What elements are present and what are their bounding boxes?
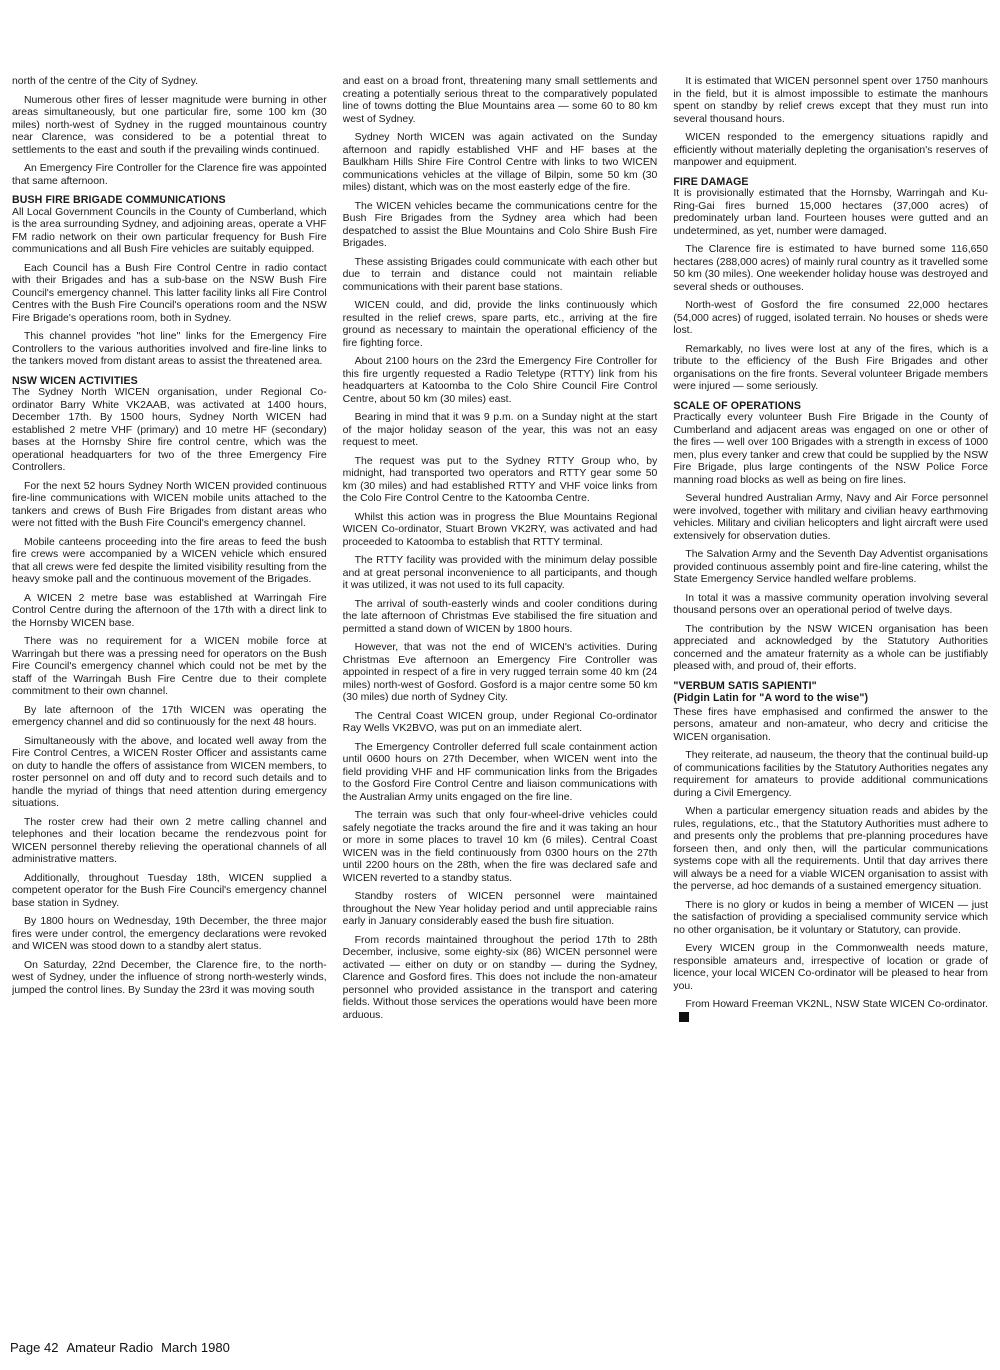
end-of-article-mark [679,1012,689,1022]
paragraph: These assisting Brigades could communicate with each other but due to terrain and distance could not maintain reliable communications with their parent base stations. [342,256,658,293]
paragraph: The arrival of south-easterly winds and cooler conditions during the late afternoon of Christmas Eve stabilised the fire situation and permitted a stand down of WICEN by 1800 hours. [342,598,658,635]
paragraph: and east on a broad front, threatening many small settlements and creating a potentially serious threat to the comparatively populated line of towns dotting the Blue Mountains area — some 60 to 80 km west of Sydney. [342,76,658,125]
paragraph: North-west of Gosford the fire consumed 22,000 hectares (54,000 acres) of rugged, isolated terrain. No houses or sheds were lost. [673,300,989,336]
section-heading: BUSH FIRE BRIGADE COMMUNICATIONS [12,194,226,206]
paragraph: A WICEN 2 metre base was established at Warringah Fire Control Centre during the afternoon of the 17th with a direct link to the Hornsby WICEN base. [12,592,327,629]
paragraph: All Local Government Councils in the County of Cumberland, which is the area surrounding Sydney, and adjoining areas, operate a VHF FM radio network on their own particular frequency for Bush Fire communications and all Bush Fire vehicles are suitably equipped. [12,206,327,255]
paragraph: Numerous other fires of lesser magnitude were burning in other areas simultaneously, but one particular fire, some 100 km (30 miles) north-west of Sydney in the rugged mountainous country near Clarence, was considered to be a potential threat to settlements to the east and south if the prevailing winds continued. [12,94,327,156]
paragraph: Every WICEN group in the Commonwealth needs mature, responsible amateurs and, irrespective of location or grade of licence, your local WICEN Co-ordinator will be pleased to hear from you. [673,943,989,992]
paragraph: There was no requirement for a WICEN mobile force at Warringah but there was a pressing need for operators on the Bush Fire Council's emergency channel which could not be met by the staff of the Warringah Bush Fire Centre due to their complete commitment to their own channel. [12,636,327,697]
section-heading: FIRE DAMAGE [673,175,749,188]
magazine-title: Amateur Radio [66,1340,154,1355]
issue-date: March 1980 [161,1340,230,1355]
paragraph: The WICEN vehicles became the communications centre for the Bush Fire Brigades from the Sydney area which had been despatched to assist the Blue Mountains and Colo Shire Bush Fire Brigades. [342,200,658,249]
paragraph: An Emergency Fire Controller for the Clarence fire was appointed that same afternoon. [12,163,327,187]
paragraph: Each Council has a Bush Fire Control Centre in radio contact with their Brigades and has a sub-base on the NSW Bush Fire Council's emergency channel. This latter facility links all Fire Control Centres with the Bush Fire Council's operations room and the NSW Fire Brigade's operations room, both in Sydney. [12,262,327,324]
paragraph: There is no glory or kudos in being a member of WICEN — just the satisfaction of providing a specialised community service which no other organisation, be it voluntary or Statutory, can provide. [673,899,989,936]
page-footer [10,1340,230,1355]
paragraph: The roster crew had their own 2 metre calling channel and telephones and their location became the rendezvous point for WICEN personnel thereby relieving the operational channels of all administrative matters. [12,816,327,865]
paragraph: However, that was not the end of WICEN's activities. During Christmas Eve afternoon an Emergency Fire Controller was appointed in respect of a fire in very rugged terrain some 40 km (24 miles) north-west of Gosford. Gosford is a major centre some 50 km (30 miles) due north of Sydney City. [342,642,658,703]
paragraph: Standby rosters of WICEN personnel were maintained throughout the New Year holiday period and until appreciable rains early in January considerably eased the bush fire situation. [342,891,658,927]
column-1 [12,76,327,1326]
section-heading: "VERBUM SATIS SAPIENTI" [673,679,817,692]
page-number: Page 42 [10,1340,59,1355]
column-2 [343,76,658,1326]
paragraph: In total it was a massive community operation involving several thousand persons over an operational period of twelve days. [673,592,989,616]
paragraph: On Saturday, 22nd December, the Clarence fire, to the north-west of Sydney, under the influence of strong north-westerly winds, jumped the control lines. By Sunday the 23rd it was moving south [12,959,327,996]
article-body [12,76,988,1326]
paragraph: From records maintained throughout the period 17th to 28th December, inclusive, some eighty-six (86) WICEN personnel were activated — either on duty or on standby — during the Sydney, Clarence and Gosford fires. This does not include the non-amateur personnel who provided assistance in the transport and catering fields. Without those services the operations would have been more arduous. [342,934,658,1021]
paragraph: The Salvation Army and the Seventh Day Adventist organisations provided continuous assembly point and fire-line catering, whilst the State Emergency Service handled welfare problems. [673,549,989,585]
paragraph: The Central Coast WICEN group, under Regional Co-ordinator Ray Wells VK2BVO, was put on an immediate alert. [342,710,658,734]
paragraph: WICEN responded to the emergency situations rapidly and efficiently without materially depleting the organisation's reserves of manpower and equipment. [673,132,989,168]
paragraph: The contribution by the NSW WICEN organisation has been appreciated and acknowledged by the Statutory Authorities concerned and the amateur fraternity as a whole can be justifiably pleased with, and proud of, their efforts. [673,623,989,672]
paragraph: The request was put to the Sydney RTTY Group who, by midnight, had transported two operators and RTTY gear some 50 km (30 miles) and had established RTTY and VHF voice links from the Colo Fire Control Centre to the Katoomba Centre. [342,455,658,504]
paragraph: The terrain was such that only four-wheel-drive vehicles could safely negotiate the tracks around the fire and it was taking an hour or more in some places to travel 10 km (6 miles). Central Coast WICEN was in the field continuously from 0300 hours on the 27th until 2200 hours on the 28th, when the fire was declared safe and WICEN reverted to a standby status. [342,810,658,884]
paragraph: These fires have emphasised and confirmed the answer to the persons, amateur and non-amateur, who decry and criticise the WICEN organisation. [673,706,989,743]
paragraph: Sydney North WICEN was again activated on the Sunday afternoon and rapidly established VHF and HF bases at the Baulkham Hills Shire Fire Control Centre with links to two WICEN communications vehicles at the village of Bilpin, some 50 km (30 miles) distant, which was on the most easterly edge of the fire. [342,132,658,193]
paragraph: Additionally, throughout Tuesday 18th, WICEN supplied a competent operator for the Bush Fire Council's emergency channel base station in Sydney. [12,872,327,909]
paragraph: For the next 52 hours Sydney North WICEN provided continuous fire-line communications with WICEN mobile units attached to the tankers and crews of Bush Fire Brigades from distant areas who were not fitted with the Bush Fire Council's emergency channel. [12,480,327,529]
section-heading: NSW WICEN ACTIVITIES [12,374,138,387]
paragraph: It is estimated that WICEN personnel spent over 1750 manhours in the field, but it is almost impossible to estimate the manhours spent on standby by relief crews except that they must run into several thousand hours. [673,76,989,125]
paragraph: By 1800 hours on Wednesday, 19th December, the three major fires were under control, the emergency declarations were revoked and WICEN was stood down to a standby alert status. [12,916,327,952]
paragraph: Several hundred Australian Army, Navy and Air Force personnel were involved, together with military and civilian heavy earthmoving vehicles. Military and civilian helicopters and light aircraft were used extensively for observation duties. [673,493,989,542]
paragraph: Remarkably, no lives were lost at any of the fires, which is a tribute to the efficiency of the Bush Fire Brigades and other organisations on the fire fronts. Several volunteer Brigade members were injured — some seriously. [673,343,989,392]
paragraph: Simultaneously with the above, and located well away from the Fire Control Centres, a WICEN Roster Officer and assistants came on duty to handle the offers of assistance from WICEN members, to roster personnel on and off duty and to record such details and to handle the myriad of things that need attention during emergency situations. [12,735,327,809]
paragraph: About 2100 hours on the 23rd the Emergency Fire Controller for this fire urgently requested a Radio Teletype (RTTY) link from his headquarters at Katoomba to the Colo Shire Council Fire Control Centre, about 50 km (30 miles) east. [342,356,658,405]
paragraph: The Emergency Controller deferred full scale containment action until 0600 hours on 27th December, when WICEN went into the field providing VHF and HF communication links from the Brigades to the Gosford Fire Control Centre and liaison communications with the Australian Army units engaged on the fire line. [342,741,658,803]
paragraph: Mobile canteens proceeding into the fire areas to feed the bush fire crews were accompanied by a WICEN vehicle which ensured that all crews were fed despite the limited visibility resulting from the heavy smoke pall and the continuous movement of the Brigades. [12,536,327,585]
signoff-text: From Howard Freeman VK2NL, NSW State WICEN Co-ordinator. [685,999,989,1010]
section-subheading: (Pidgin Latin for "A word to the wise") [673,692,869,704]
paragraph: The Sydney North WICEN organisation, under Regional Co-ordinator Barry White VK2AAB, was activated at 1400 hours, December 17th. By 1500 hours, Sydney North WICEN had established 2 metre VHF (primary) and 10 metre HF (secondary) bases at the Hornsby Shire fire control centre, which was the operational headquarters for two of the three Emergency Fire Controllers. [12,387,327,473]
paragraph: Whilst this action was in progress the Blue Mountains Regional WICEN Co-ordinator, Stuart Brown VK2RY, was activated and had proceeded to Katoomba to establish that RTTY terminal. [342,511,658,548]
paragraph: They reiterate, ad nauseum, the theory that the continual build-up of communications facilities by the Statutory Authorities negates any requirement for amateurs to provide additional communications during a Civil Emergency. [673,750,989,799]
signoff [673,999,988,1025]
paragraph: north of the centre of the City of Sydney. [12,76,199,87]
column-3 [673,76,988,1326]
paragraph: Practically every volunteer Bush Fire Brigade in the County of Cumberland and adjacent areas was engaged on one or other of the fires — well over 100 Brigades with a strength in excess of 1000 men, plus every tanker and crew that could be supplied by the NSW Fire Brigade, plus large contingents of the NSW Police Force manning road blocks as well as being on fire lines. [673,412,989,486]
paragraph: Bearing in mind that it was 9 p.m. on a Sunday night at the start of the major holiday season of the year, this was not an easy request to meet. [342,412,658,448]
section-heading: SCALE OF OPERATIONS [673,399,802,412]
paragraph: This channel provides "hot line" links for the Emergency Fire Controllers to the various authorities involved and fire-line links to the tankers moved from distant areas to assist the threatened area. [12,331,327,367]
paragraph: It is provisionally estimated that the Hornsby, Warringah and Ku-Ring-Gai fires burned 15,000 hectares (37,000 acres) of predominately urban land. Fourteen houses were gutted and an undetermined, as yet, number were damaged. [673,188,989,237]
paragraph: WICEN could, and did, provide the links continuously which resulted in the relief crews, spare parts, etc., arriving at the fire ground as necessary to maintain the operational efficiency of the fire fighting force. [342,300,658,349]
paragraph: When a particular emergency situation reads and abides by the rules, regulations, etc., that the Statutory Authorities must adhere to and presents only the problems that pre-planning procedures have forseen then, and only then, will the particular communications systems cope with all the requirements. Until that day arrives there will always be a need for a viable WICEN organisation to assist with the perverse, ad hoc demands of a sustained emergency situation. [673,806,989,892]
paragraph: By late afternoon of the 17th WICEN was operating the emergency channel and did so continuously for the next 48 hours. [12,704,327,728]
paragraph: The Clarence fire is estimated to have burned some 116,650 hectares (288,000 acres) of mainly rural country as it travelled some 50 km (30 miles). One weekender holiday house was destroyed and several sheds or outhouses. [673,244,989,293]
paragraph: The RTTY facility was provided with the minimum delay possible and at great personal inconvenience to all participants, and though it was utilized, it was not used to its full capacity. [342,555,658,591]
